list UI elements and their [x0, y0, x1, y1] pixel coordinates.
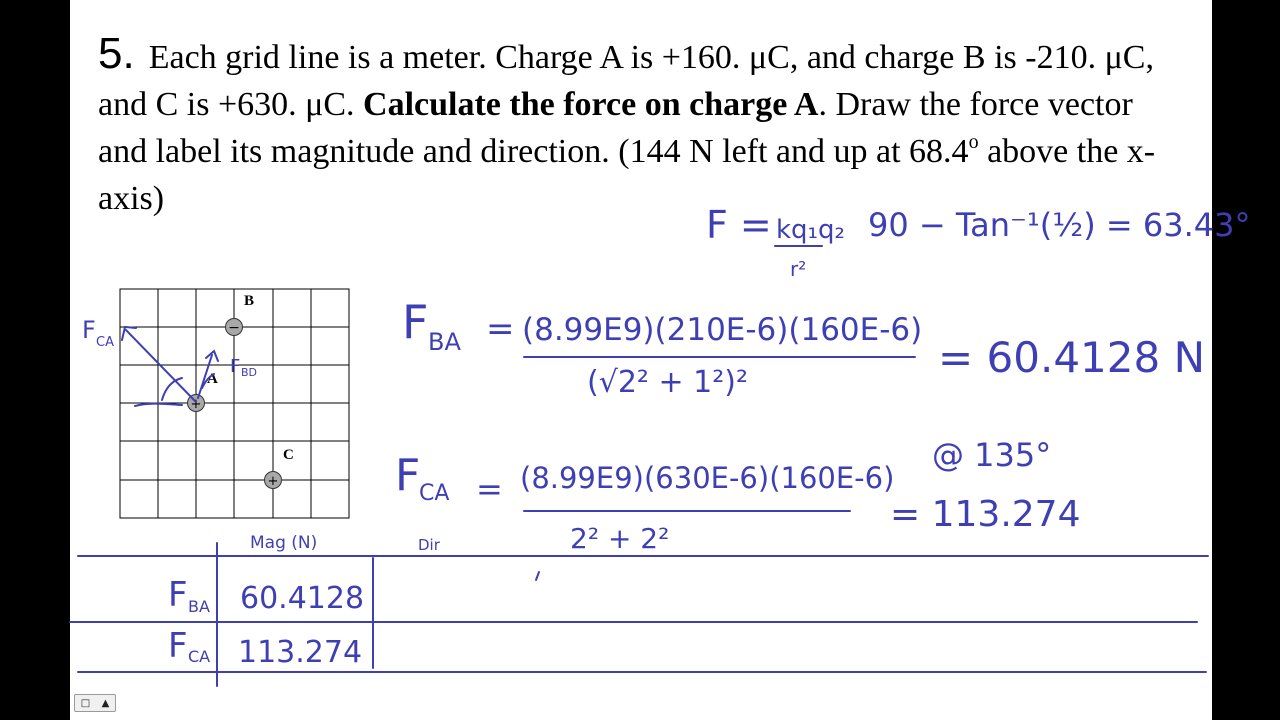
charge-a-sign: +: [190, 397, 202, 412]
force-ca-vector-label: F: [82, 316, 96, 344]
table-header-direction: Dir: [418, 536, 440, 554]
fca-denominator: 2² + 2²: [570, 522, 670, 555]
force-ba-vector-sub: BD: [241, 366, 258, 379]
problem-bold-text: Calculate the force on charge A: [363, 86, 819, 123]
row-label: F: [168, 626, 188, 666]
coulomb-numerator: kq₁q₂: [776, 215, 845, 245]
row-magnitude: 113.274: [238, 635, 363, 670]
expand-up-icon[interactable]: ▲: [101, 697, 110, 709]
table-row: [168, 575, 364, 616]
charge-b-label: B: [244, 293, 255, 309]
problem-text-3: above the x-axis): [98, 133, 1156, 217]
force-ca-vector-sub: CA: [96, 335, 114, 350]
row-label-sub: CA: [188, 647, 211, 666]
pen-cursor-mark: [536, 572, 539, 580]
charge-c: [265, 447, 294, 489]
angle-calculation: 90 − Tan⁻¹(½) = 63.43°: [868, 206, 1251, 244]
charge-b: [226, 293, 255, 336]
charge-c-label: C: [283, 447, 294, 463]
fca-calculation: [395, 436, 1080, 555]
summary-table: [70, 533, 1208, 686]
row-magnitude: 60.4128: [240, 581, 365, 616]
fca-result: = 113.274: [890, 494, 1081, 535]
force-ba-vector-label: F: [230, 356, 241, 377]
table-header-magnitude: Mag (N): [250, 533, 318, 553]
fba-result: = 60.4128 N: [938, 333, 1205, 382]
whiteboard-page: [70, 0, 1251, 720]
angle-arc-sketch: [162, 378, 182, 400]
fca-symbol: F: [395, 450, 421, 501]
charge-a-label: A: [207, 371, 218, 387]
charge-a: [188, 371, 219, 412]
fca-angle: @ 135°: [932, 436, 1052, 474]
fba-numerator: (8.99E9)(210E-6)(160E-6): [522, 312, 923, 348]
fba-subscript: BA: [428, 328, 461, 356]
fca-subscript: CA: [419, 481, 450, 506]
problem-degree-sup: o: [968, 131, 979, 153]
fba-equals: =: [486, 309, 515, 349]
coulomb-lhs: F =: [706, 203, 772, 247]
coulomb-law-note: [706, 203, 1250, 281]
fca-numerator: (8.99E9)(630E-6)(160E-6): [520, 461, 895, 495]
row-label-sub: BA: [188, 597, 210, 616]
table-row: [168, 626, 362, 670]
ink-layer: [70, 0, 1251, 720]
row-label: F: [168, 575, 188, 615]
fba-denominator: (√2² + 1²)²: [587, 365, 748, 400]
coulomb-denominator: r²: [790, 257, 807, 281]
charge-c-sign: +: [267, 474, 279, 489]
charge-b-sign: −: [228, 320, 240, 336]
fba-calculation: [402, 295, 1205, 400]
page-icon: □: [80, 697, 91, 709]
fca-equals: =: [476, 470, 503, 508]
problem-text-1: Each grid line is a meter. Charge A is +160. μC, and charge B is -210. μC, and C is +630. μC.: [98, 39, 1154, 123]
problem-number: 5.: [98, 29, 135, 78]
fba-symbol: F: [402, 295, 429, 349]
force-vectors-sketch: [122, 327, 218, 406]
problem-text-2: . Draw the force vector and label its magnitude and direction. (144 N left and up at 68.4: [98, 86, 1133, 170]
page-options-widget[interactable]: [74, 694, 116, 712]
charge-grid: [82, 289, 349, 518]
